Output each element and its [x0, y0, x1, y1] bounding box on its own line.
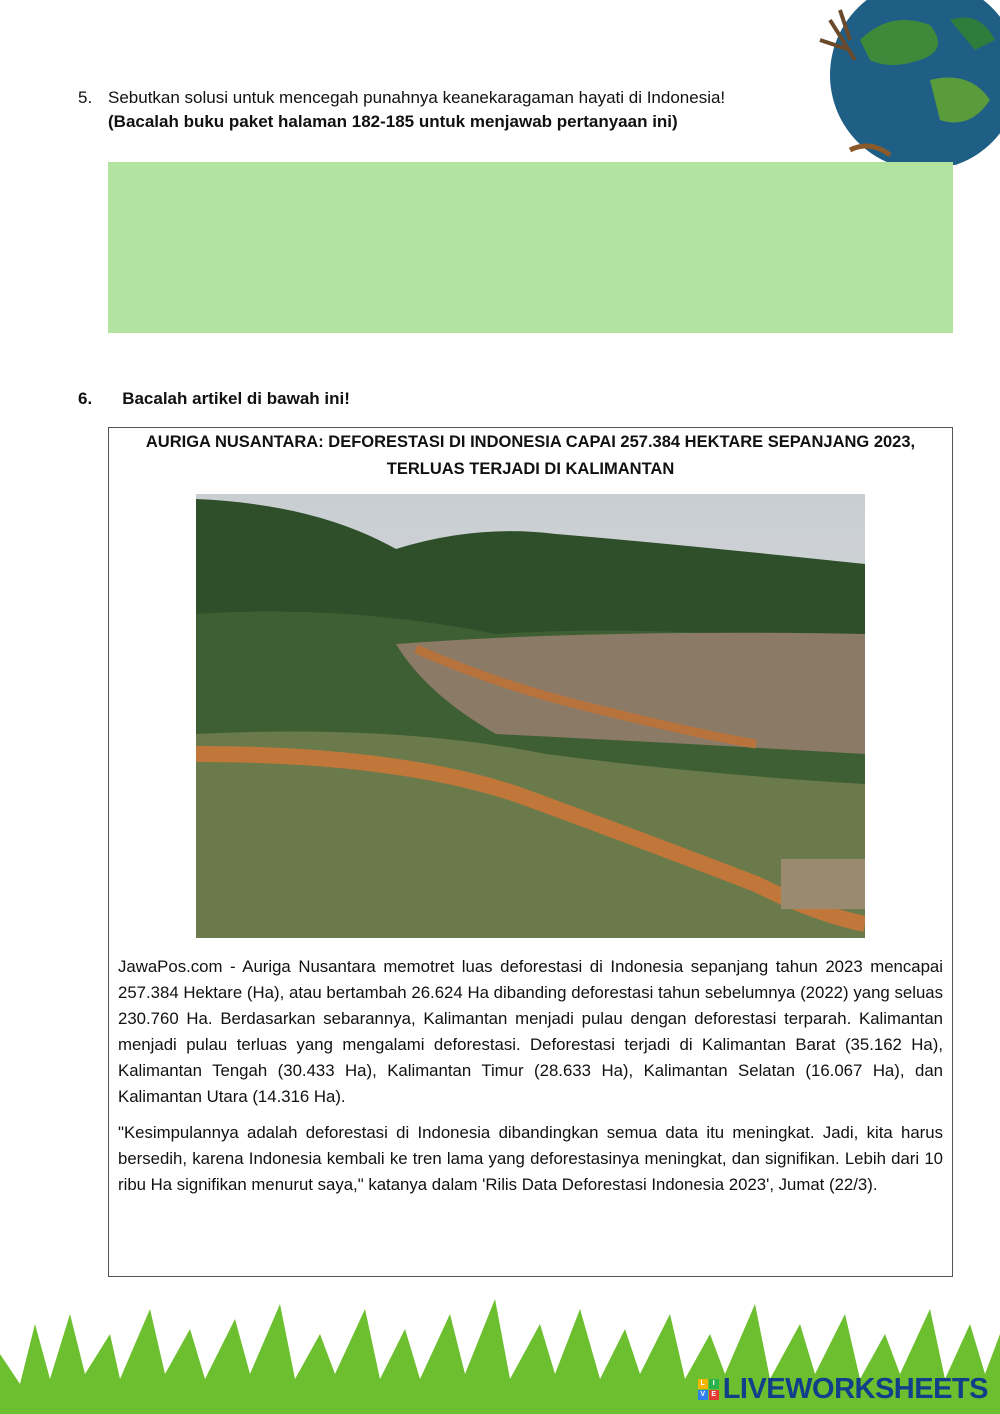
question-instruction: (Bacalah buku paket halaman 182-185 untuk menjawab pertanyaan ini): [108, 112, 678, 131]
question-number: 6.: [78, 389, 93, 408]
logo-brand-text: LIVEWORKSHEETS: [722, 1373, 988, 1405]
logo-letter: V: [698, 1390, 708, 1400]
question-text: Sebutkan solusi untuk mencegah punahnya keanekaragaman hayati di Indonesia!: [108, 88, 726, 107]
deforestation-photo: [196, 494, 865, 938]
article-box: [108, 427, 953, 1277]
article-paragraph: JawaPos.com - Auriga Nusantara memotret luas deforestasi di Indonesia sepanjang tahun 2023 mencapai 257.384 Hektare (Ha), atau bertambah 26.624 Ha dibanding deforestasi tahun sebelumnya (2022) yang seluas 230.760 Ha. Berdasarkan sebarannya, Kalimantan menjadi pulau dengan deforestasi terparah. Kalimantan menjadi pulau terluas yang mengalami deforestasi. Deforestasi terjadi di Kalimantan Barat (35.162 Ha), Kalimantan Tengah (30.433 Ha), Kalimantan Timur (28.633 Ha), Kalimantan Selatan (16.067 Ha), dan Kalimantan Utara (14.316 Ha).: [118, 957, 943, 1106]
question-5: [78, 86, 725, 134]
article-paragraph: "Kesimpulannya adalah deforestasi di Indonesia dibandingkan semua data itu meningkat. Jadi, kita harus bersedih, karena Indonesia kembali ke tren lama yang deforestasinya meningkat, dan signifikan. Lebih dari 10 ribu Ha signifikan menurut saya," katanya dalam 'Rilis Data Deforestasi Indonesia 2023', Jumat (22/3).: [118, 1123, 943, 1194]
answer-input-box[interactable]: [108, 162, 953, 333]
question-number: 5.: [78, 88, 93, 107]
article-title: AURIGA NUSANTARA: DEFORESTASI DI INDONESIA CAPAI 257.384 HEKTARE SEPANJANG 2023, TERLUAS TERJADI DI KALIMANTAN: [145, 433, 916, 478]
liveworksheets-logo: [698, 1373, 988, 1406]
logo-icon: [698, 1379, 719, 1400]
logo-letter: L: [698, 1379, 708, 1389]
question-6: [78, 389, 350, 409]
question-text: Bacalah artikel di bawah ini!: [122, 389, 350, 408]
logo-letter: I: [709, 1379, 719, 1389]
logo-letter: E: [709, 1390, 719, 1400]
article-body: [118, 954, 943, 1208]
earth-globe-illustration: [800, 0, 1000, 165]
